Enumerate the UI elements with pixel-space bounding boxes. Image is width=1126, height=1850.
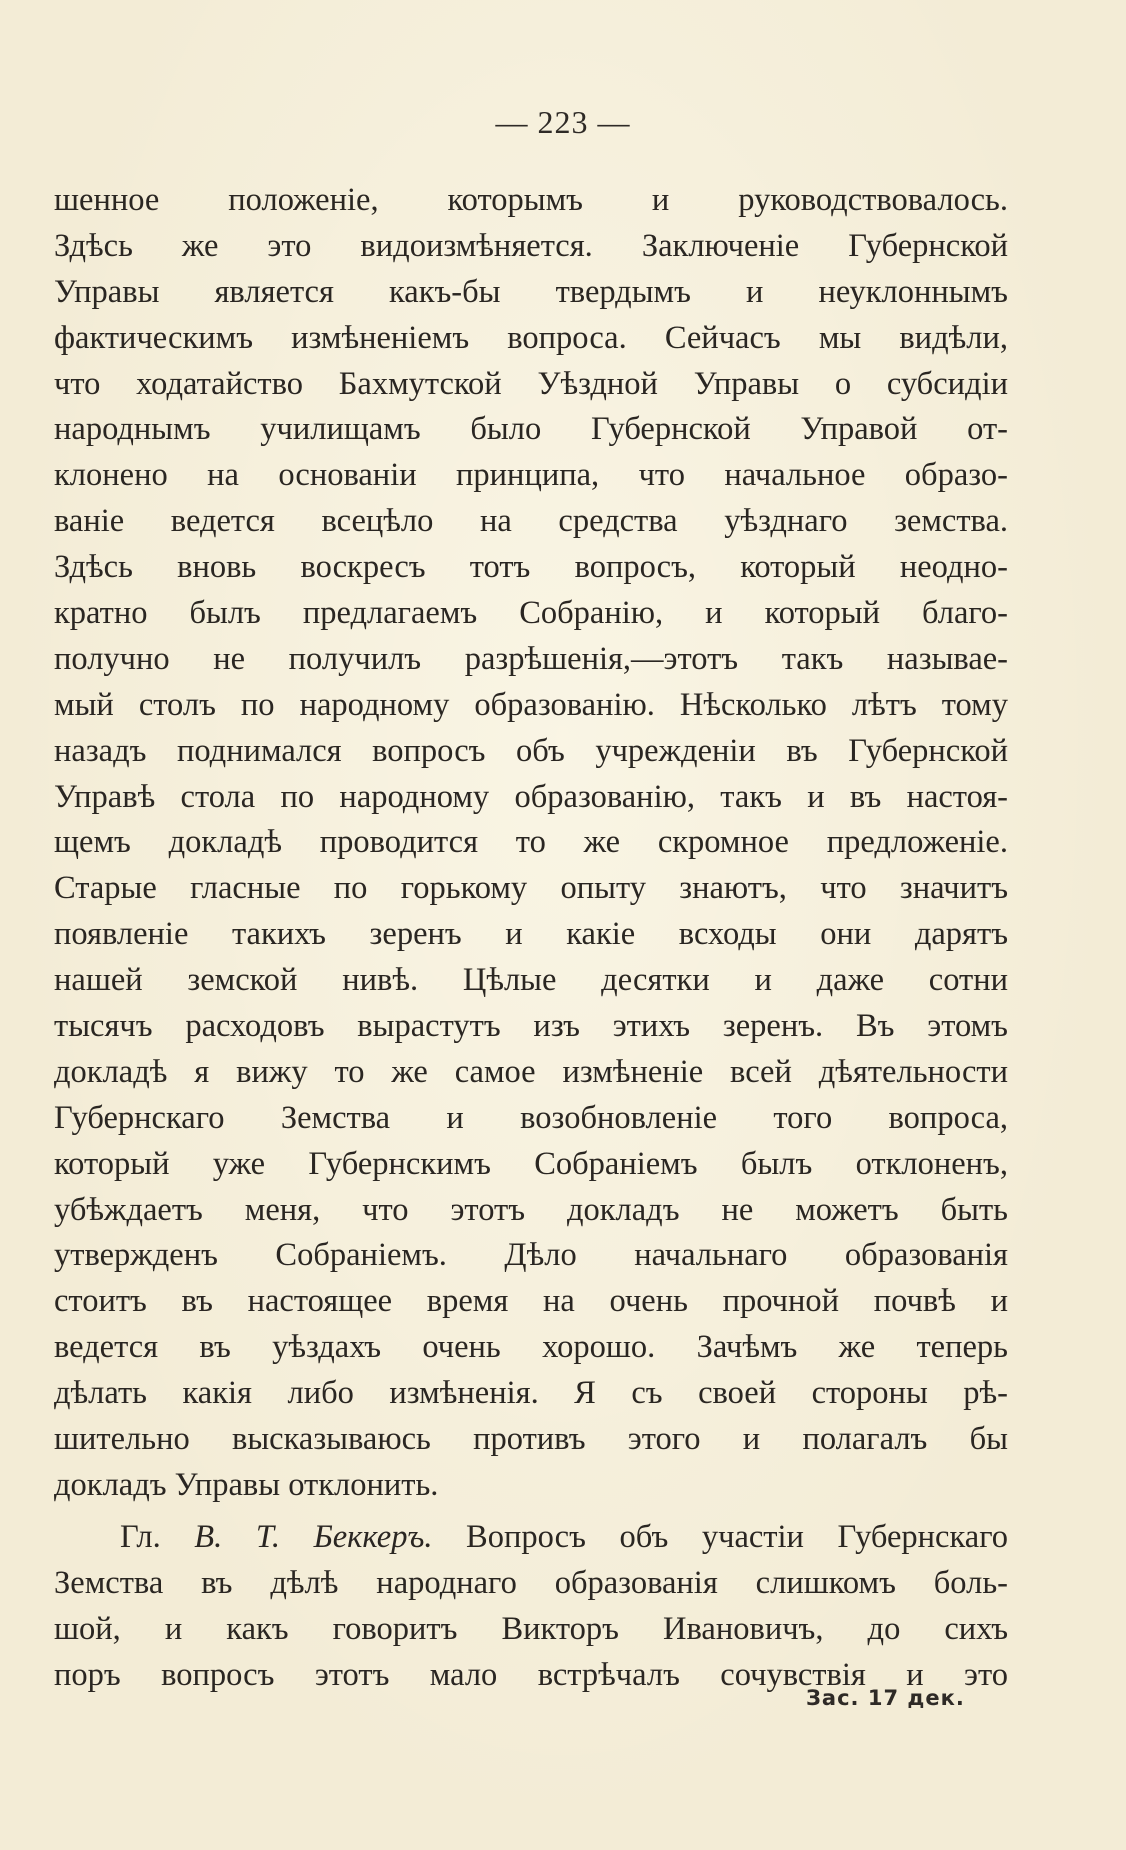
text-line: щемъ докладѣ проводится то же скромное предложеніе. [54, 824, 1008, 861]
text-line: Старые гласные по горькому опыту знаютъ, что значитъ [54, 870, 1008, 907]
text-line: Здѣсь вновь воскресъ тотъ вопросъ, который неодно- [54, 549, 1008, 586]
text-line: фактическимъ измѣненіемъ вопроса. Сейчасъ мы видѣли, [54, 319, 1008, 356]
body-text [54, 178, 1008, 1698]
text-line: поръ вопросъ этотъ мало встрѣчалъ сочувствія и это [54, 1656, 1008, 1693]
text-line: появленіе такихъ зеренъ и какіе всходы они дарятъ [54, 916, 1008, 953]
text-line: Здѣсь же это видоизмѣняется. Заключеніе Губернской [54, 227, 1008, 264]
speaker-name: В. Т. Беккеръ. [194, 1518, 433, 1555]
text-line: утвержденъ Собраніемъ. Дѣло начальнаго образованія [54, 1237, 1008, 1274]
text-line: народнымъ училищамъ было Губернской Управой от- [54, 411, 1008, 448]
page-number: — 223 — [495, 104, 631, 140]
text-line: что ходатайство Бахмутской Уѣздной Управы о субсидіи [54, 365, 1008, 402]
text-line: шой, и какъ говоритъ Викторъ Ивановичъ, до сихъ [54, 1610, 1008, 1647]
text-line: назадъ поднимался вопросъ объ учрежденіи въ Губернской [54, 732, 1008, 769]
text-line: клонено на основаніи принципа, что начальное образо- [54, 457, 1008, 494]
text-line: Управы является какъ-бы твердымъ и неуклоннымъ [54, 273, 1008, 310]
text-line: получно не получилъ разрѣшенія,—этотъ такъ называе- [54, 640, 1008, 677]
printer-signature: Зас. 17 дек. [806, 1686, 965, 1710]
text-line: нашей земской нивѣ. Цѣлые десятки и даже сотни [54, 962, 1008, 999]
text-line: ваніе ведется всецѣло на средства уѣзднаго земства. [54, 503, 1008, 540]
text-line: Земства въ дѣлѣ народнаго образованія слишкомъ боль- [54, 1564, 1008, 1601]
line-text: Вопросъ объ участіи Губернскаго [432, 1518, 1008, 1555]
text-line: шительно высказываюсь противъ этого и полагалъ бы [54, 1421, 1008, 1458]
text-line: кратно былъ предлагаемъ Собранію, и который благо- [54, 595, 1008, 632]
text-line: ведется въ уѣздахъ очень хорошо. Зачѣмъ же теперь [54, 1329, 1008, 1366]
text-line: Управѣ стола по народному образованію, такъ и въ настоя- [54, 778, 1008, 815]
text-line: стоитъ въ настоящее время на очень прочной почвѣ и [54, 1283, 1008, 1320]
text-line: мый столъ по народному образованію. Нѣсколько лѣтъ тому [54, 686, 1008, 723]
text-line: шенное положеніе, которымъ и руководствовалось. [54, 182, 1008, 218]
paragraph [54, 1561, 1008, 1699]
speaker-prefix: Гл. [120, 1518, 195, 1555]
text-line: докладѣ я вижу то же самое измѣненіе всей дѣятельности [54, 1053, 1008, 1090]
text-line: который уже Губернскимъ Собраніемъ былъ отклоненъ, [54, 1145, 1008, 1182]
text-line: Губернскаго Земства и возобновленіе того вопроса, [54, 1099, 1008, 1136]
text-line: докладъ Управы отклонить. [54, 1466, 439, 1503]
text-line: дѣлать какія либо измѣненія. Я съ своей стороны рѣ- [54, 1375, 1008, 1412]
text-line: убѣждаетъ меня, что этотъ докладъ не можетъ быть [54, 1191, 1008, 1228]
paragraph [54, 178, 1008, 1509]
text-line: тысячъ расходовъ вырастутъ изъ этихъ зеренъ. Въ этомъ [54, 1008, 1008, 1045]
paragraph-first-line [54, 1515, 1008, 1561]
